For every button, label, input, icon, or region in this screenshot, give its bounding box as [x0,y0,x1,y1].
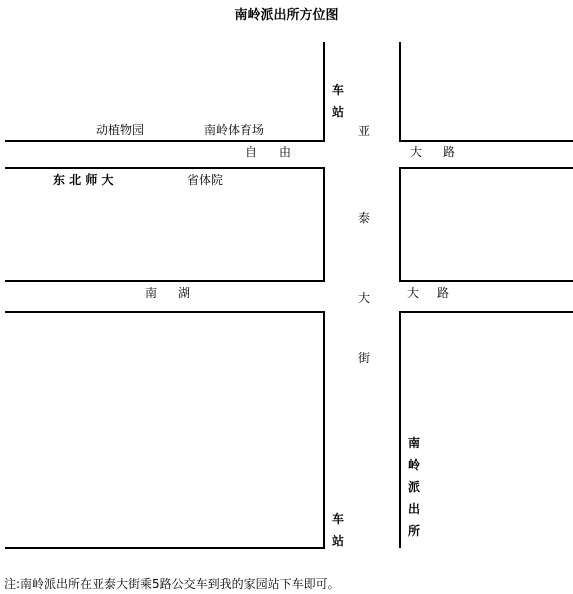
bus-stop-bottom: 车站 [331,512,344,548]
road-yatai-char-4: 街 [358,351,371,365]
road-yatai-char-2: 泰 [358,211,371,225]
road-yatai-char-1: 亚 [358,124,371,138]
road-nanhu-char-2: 湖 [178,286,191,300]
block-bottom-right [400,312,573,548]
place-sports-institute: 省体院 [187,173,224,187]
road-ziyou-char-2: 由 [279,145,292,159]
map-title: 南岭派出所方位图 [234,8,339,23]
place-university: 东 北 师 大 [53,173,114,187]
place-police-station: 南岭派出所 [407,436,420,538]
road-yatai-char-3: 大 [358,291,371,305]
road-nanhu-char-1: 南 [145,286,158,300]
road-ziyou-char-1: 自 [245,145,258,159]
block-mid-right [400,168,573,281]
place-zoo: 动植物园 [96,123,145,137]
block-bottom-left [5,312,324,548]
place-stadium: 南岭体育场 [204,123,265,137]
footnote: 注:南岭派出所在亚泰大街乘5路公交车到我的家园站下车即可。 [4,577,340,591]
road-dalu-mid-char-2: 路 [437,286,450,300]
block-top-right [400,42,573,141]
road-dalu-top-char-1: 大 [410,145,423,159]
block-top-left [5,42,324,141]
road-dalu-mid-char-1: 大 [407,286,420,300]
bus-stop-top: 车站 [331,83,344,119]
road-dalu-top-char-2: 路 [443,145,456,159]
